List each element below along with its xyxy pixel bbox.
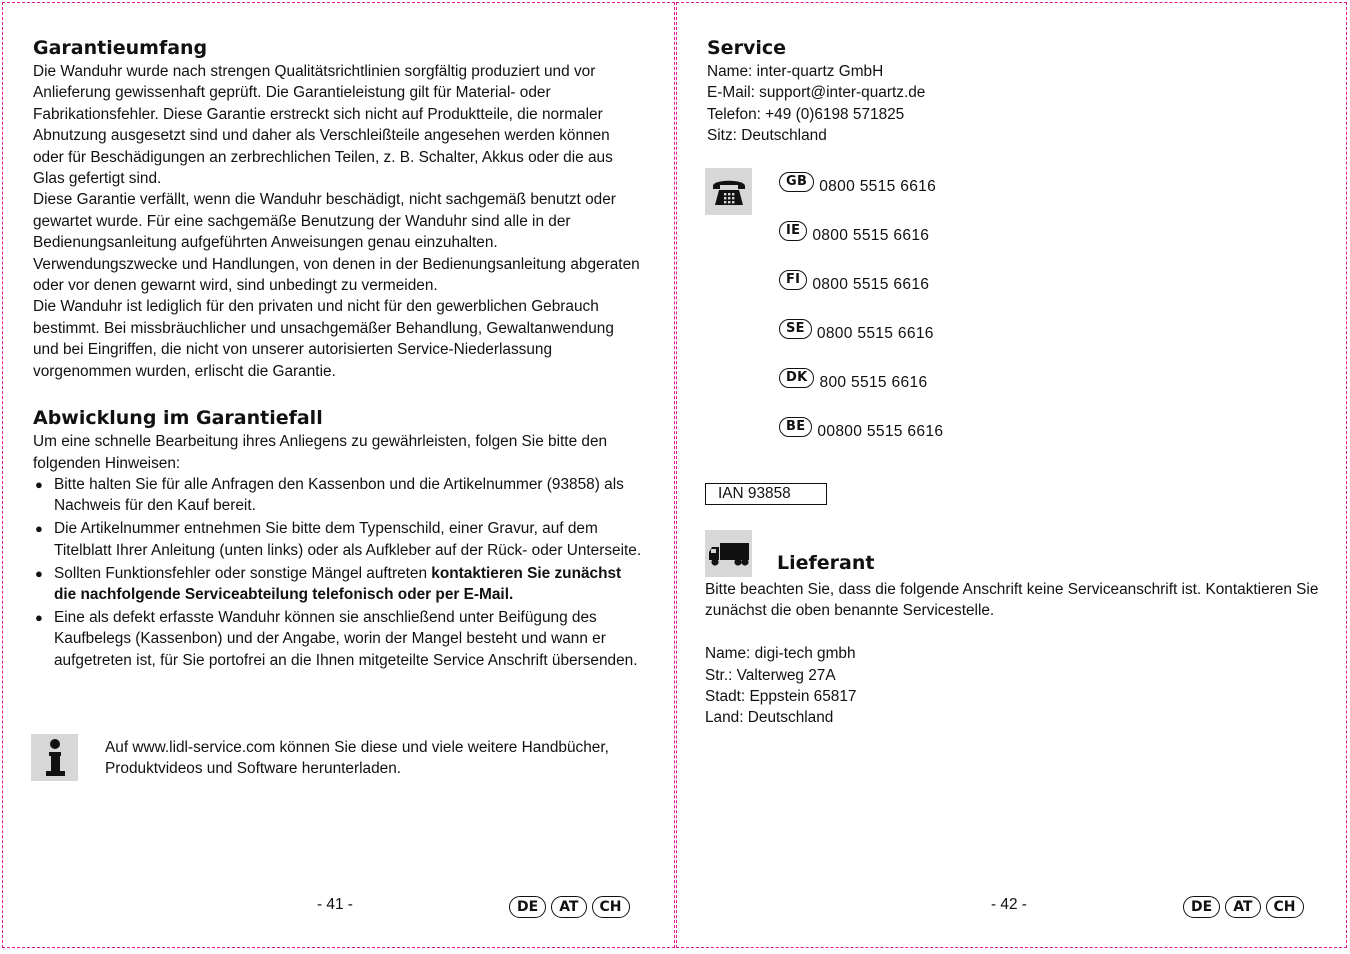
bullet-dot: ● (35, 609, 43, 625)
bullet-text: Eine als defekt erfasste Wanduhr können sie anschließend unter Beifügung des Kaufbelegs (Kassenbon) und der Angabe, worin der Mangel besteht und wann er aufgetreten ist, für Sie portofrei an die Ihnen mitgeteilte Service Anschrift übersenden. (54, 608, 638, 669)
list-item (33, 474, 643, 517)
lieferant-city: Stadt: Eppstein 65817 (705, 688, 857, 706)
phone-number-list (779, 174, 944, 472)
page-42 (676, 2, 1347, 948)
lieferant-note: Bitte beachten Sie, dass die folgende Anschrift keine Serviceanschrift ist. Kontaktieren Sie zunächst die oben benannte Servicestelle. (705, 581, 1319, 620)
lieferant-street: Str.: Valterweg 27A (705, 666, 836, 684)
page-number: - 42 - (991, 896, 1027, 913)
page-41 (2, 2, 675, 948)
abwicklung-bullet-list (33, 474, 643, 671)
bullet-text: Sollten Funktionsfehler oder sonstige Mängel auftreten (54, 564, 432, 582)
service-name: Name: inter-quartz GmbH (707, 63, 884, 80)
phone-number: 0800 5515 6616 (816, 325, 934, 342)
country-badge: CH (1266, 896, 1304, 918)
list-item (33, 518, 643, 561)
garantieumfang-heading: Garantieumfang (33, 37, 208, 59)
list-item (33, 607, 643, 671)
service-location: Sitz: Deutschland (707, 127, 827, 145)
country-badge: AT (551, 896, 586, 918)
service-heading: Service (707, 37, 786, 59)
lieferant-country: Land: Deutschland (705, 709, 834, 727)
country-badge: FI (779, 270, 807, 290)
bullet-dot: ● (35, 565, 43, 581)
phone-number: 0800 5515 6616 (819, 178, 937, 195)
phone-row-fi (779, 272, 943, 325)
country-badge: GB (779, 172, 814, 192)
info-icon (31, 734, 78, 781)
garantieumfang-paragraph-1: Die Wanduhr wurde nach strengen Qualitätsrichtlinien sorgfältig produziert und vor Anlieferung gewissenhaft geprüft. Die Garantieleistung gilt für Material- oder Fabrikationsfehler. Diese Garantie erstreckt sich nicht auf Produktteile, die normaler Abnutzung ausgesetzt sind und daher als Verschleißteile angesehen werden können oder für Beschädigungen an zerbrechlichen Teilen, z. B. Schalter, Akkus oder die aus Glas gefertigt sind. (33, 63, 613, 188)
phone-number: 800 5515 6616 (819, 374, 928, 391)
hotline-list (705, 168, 1305, 458)
phone-number: 00800 5515 6616 (817, 423, 944, 440)
truck-icon (705, 530, 752, 577)
service-phone: Telefon: +49 (0)6198 571825 (707, 105, 905, 123)
country-badges (1183, 896, 1304, 918)
phone-row-dk (779, 370, 943, 423)
country-badge: BE (779, 417, 812, 437)
country-badge: DE (1183, 896, 1220, 918)
page-number: - 41 - (317, 896, 353, 913)
bullet-text: Die Artikelnummer entnehmen Sie bitte dem Typenschild, einer Gravur, auf dem Titelblatt Ihrer Anleitung (unten links) oder als Aufkleber auf der Rück- oder Unterseite. (54, 520, 642, 559)
spacer (705, 622, 1325, 643)
bullet-dot: ● (35, 521, 43, 537)
right-content (707, 35, 1317, 147)
phone-row-se (779, 321, 943, 374)
info-text: Auf www.lidl-service.com können Sie diese und viele weitere Handbücher, Produktvideos und Software herunterladen. (105, 739, 609, 778)
bullet-dot: ● (35, 476, 43, 492)
bullet-text: Bitte halten Sie für alle Anfragen den Kassenbon und die Artikelnummer (93858) als Nachweis für den Kauf bereit. (54, 475, 624, 515)
phone-row-gb (779, 174, 943, 227)
bullet-emphasis: kontaktieren Sie zunächst die nachfolgende Serviceabteilung telefonisch oder per E-Mail. (54, 564, 622, 603)
phone-row-be (779, 419, 944, 472)
garantieumfang-paragraph-2: Diese Garantie verfällt, wenn die Wanduhr beschädigt, nicht sachgemäß benutzt oder gewartet wurde. Für eine sachgemäße Benutzung der Wanduhr sind alle in der Bedienungsanleitung aufgeführten Anweisungen genau einzuhalten. Verwendungszwecke und Handlungen, von denen in der Bedienungsanleitung abgeraten oder vor denen gewarnt wird, sind unbedingt zu vermeiden. (33, 191, 640, 295)
ian-box: IAN 93858 (705, 483, 827, 505)
country-badge: DE (509, 896, 546, 918)
phone-number: 0800 5515 6616 (812, 276, 930, 293)
country-badge: DK (779, 368, 814, 388)
service-email: E-Mail: support@inter-quartz.de (707, 84, 926, 102)
phone-row-ie (779, 223, 943, 276)
list-item (33, 563, 643, 606)
lieferant-name: Name: digi-tech gmbh (705, 645, 856, 663)
country-badges (509, 896, 630, 918)
phone-number: 0800 5515 6616 (812, 227, 930, 244)
left-content (33, 35, 643, 673)
abwicklung-heading: Abwicklung im Garantiefall (33, 407, 323, 430)
garantieumfang-paragraph-3: Die Wanduhr ist lediglich für den privaten und nicht für den gewerblichen Gebrauch bestimmt. Bei missbräuchlicher und unsachgemäßer Behandlung, Gewaltanwendung und bei Eingriffen, die nicht von unserer autorisierten Service-Niederlassung vorgenommen wurden, erlischt die Garantie. (33, 298, 614, 380)
country-badge: CH (592, 896, 630, 918)
lieferant-section (705, 579, 1325, 729)
telephone-icon (705, 168, 752, 215)
country-badge: SE (779, 319, 812, 339)
country-badge: AT (1225, 896, 1260, 918)
abwicklung-intro: Um eine schnelle Bearbeitung ihres Anliegens zu gewährleisten, folgen Sie bitte den folgenden Hinweisen: (33, 433, 608, 472)
lieferant-heading: Lieferant (777, 552, 875, 574)
country-badge: IE (779, 221, 807, 241)
